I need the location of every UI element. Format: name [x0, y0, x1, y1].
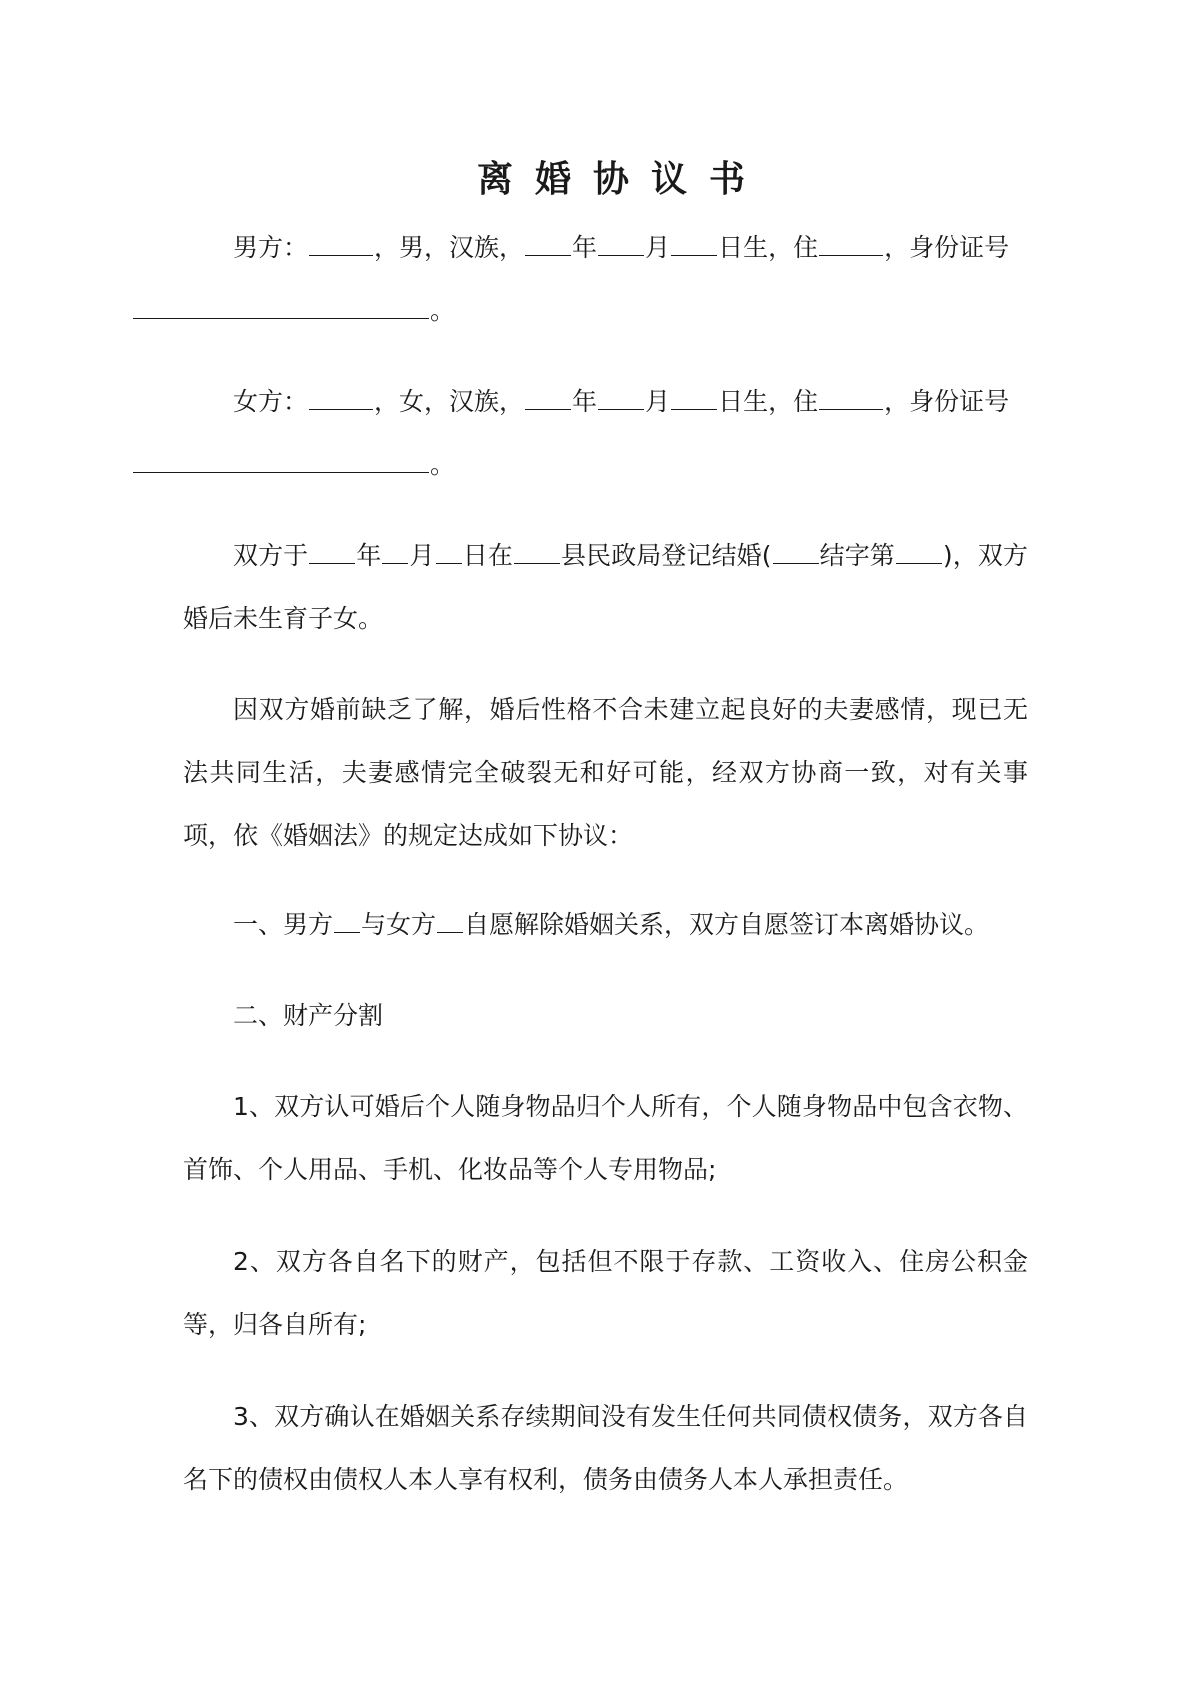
- female-year-blank: [525, 379, 571, 410]
- male-born-address-label: 日生，住: [718, 233, 819, 262]
- document-title: 离婚协议书: [476, 159, 767, 200]
- male-day-blank: [671, 225, 717, 256]
- property-item-3: 3、双方确认在婚姻关系存续期间没有发生任何共同债权债务，双方各自名下的债权由债权人本人享有权利，债务由债务人本人承担责任。: [183, 1402, 1028, 1494]
- male-label: 男方：: [233, 233, 309, 262]
- male-name-blank: [309, 225, 373, 256]
- female-sex: ，女，: [374, 387, 450, 416]
- female-id-blank: [133, 442, 429, 473]
- male-id-blank: [133, 288, 429, 319]
- marriage-month-blank: [382, 533, 408, 564]
- reason-paragraph: 因双方婚前缺乏了解，婚后性格不合未建立起良好的夫妻感情，现已无法共同生活，夫妻感情完全破裂无和好可能，经双方协商一致，对有关事项，依《婚姻法》的规定达成如下协议：: [183, 695, 1028, 850]
- female-ethnicity: 汉族，: [449, 387, 525, 416]
- female-id-label: ，身份证号: [884, 387, 1010, 416]
- marriage-day-blank: [436, 533, 462, 564]
- clause-2-heading: 二、财产分割: [233, 1001, 384, 1030]
- clause-1-suffix: 自愿解除婚姻关系，双方自愿签订本离婚协议。: [464, 910, 990, 939]
- female-end: 。: [430, 450, 456, 479]
- cert-label: 结字第: [819, 541, 895, 570]
- male-party-paragraph: [183, 216, 1028, 342]
- male-end: 。: [430, 296, 456, 325]
- male-ethnicity: 汉族，: [449, 233, 525, 262]
- county-blank: [514, 533, 560, 564]
- marriage-registration-paragraph: [183, 524, 1028, 650]
- bureau-label: 县民政局登记结婚(: [560, 541, 772, 570]
- marriage-prefix: 双方于: [233, 541, 309, 570]
- male-year-label: 年: [572, 233, 598, 262]
- female-month-label: 月: [645, 387, 671, 416]
- clause-1-prefix: 一、男方: [233, 910, 334, 939]
- clause-1-male-blank: [334, 902, 360, 933]
- female-party-paragraph: [183, 370, 1028, 496]
- property-item-2: 2、双方各自名下的财产，包括但不限于存款、工资收入、住房公积金等，归各自所有;: [183, 1247, 1028, 1339]
- marriage-month-label: 月: [409, 541, 435, 570]
- marriage-suffix: )，双方婚后未生育子女。: [183, 541, 1028, 633]
- property-item-1: 1、双方认可婚后个人随身物品归个人所有，个人随身物品中包含衣物、首饰、个人用品、手机、化妆品等个人专用物品;: [183, 1092, 1028, 1184]
- marriage-year-blank: [309, 533, 355, 564]
- marriage-year-label: 年: [356, 541, 382, 570]
- male-month-label: 月: [645, 233, 671, 262]
- male-sex: ，男，: [374, 233, 450, 262]
- clause-1-middle: 与女方: [361, 910, 437, 939]
- female-year-label: 年: [572, 387, 598, 416]
- female-label: 女方：: [233, 387, 309, 416]
- female-born-address-label: 日生，住: [718, 387, 819, 416]
- male-address-blank: [819, 225, 883, 256]
- cert-prefix-blank: [773, 533, 819, 564]
- female-address-blank: [819, 379, 883, 410]
- cert-number-blank: [896, 533, 942, 564]
- female-name-blank: [309, 379, 373, 410]
- clause-1-female-blank: [437, 902, 463, 933]
- male-month-blank: [598, 225, 644, 256]
- female-day-blank: [671, 379, 717, 410]
- clause-1: [183, 893, 1028, 956]
- male-year-blank: [525, 225, 571, 256]
- female-month-blank: [598, 379, 644, 410]
- male-id-label: ，身份证号: [884, 233, 1010, 262]
- marriage-day-label: 日在: [462, 541, 513, 570]
